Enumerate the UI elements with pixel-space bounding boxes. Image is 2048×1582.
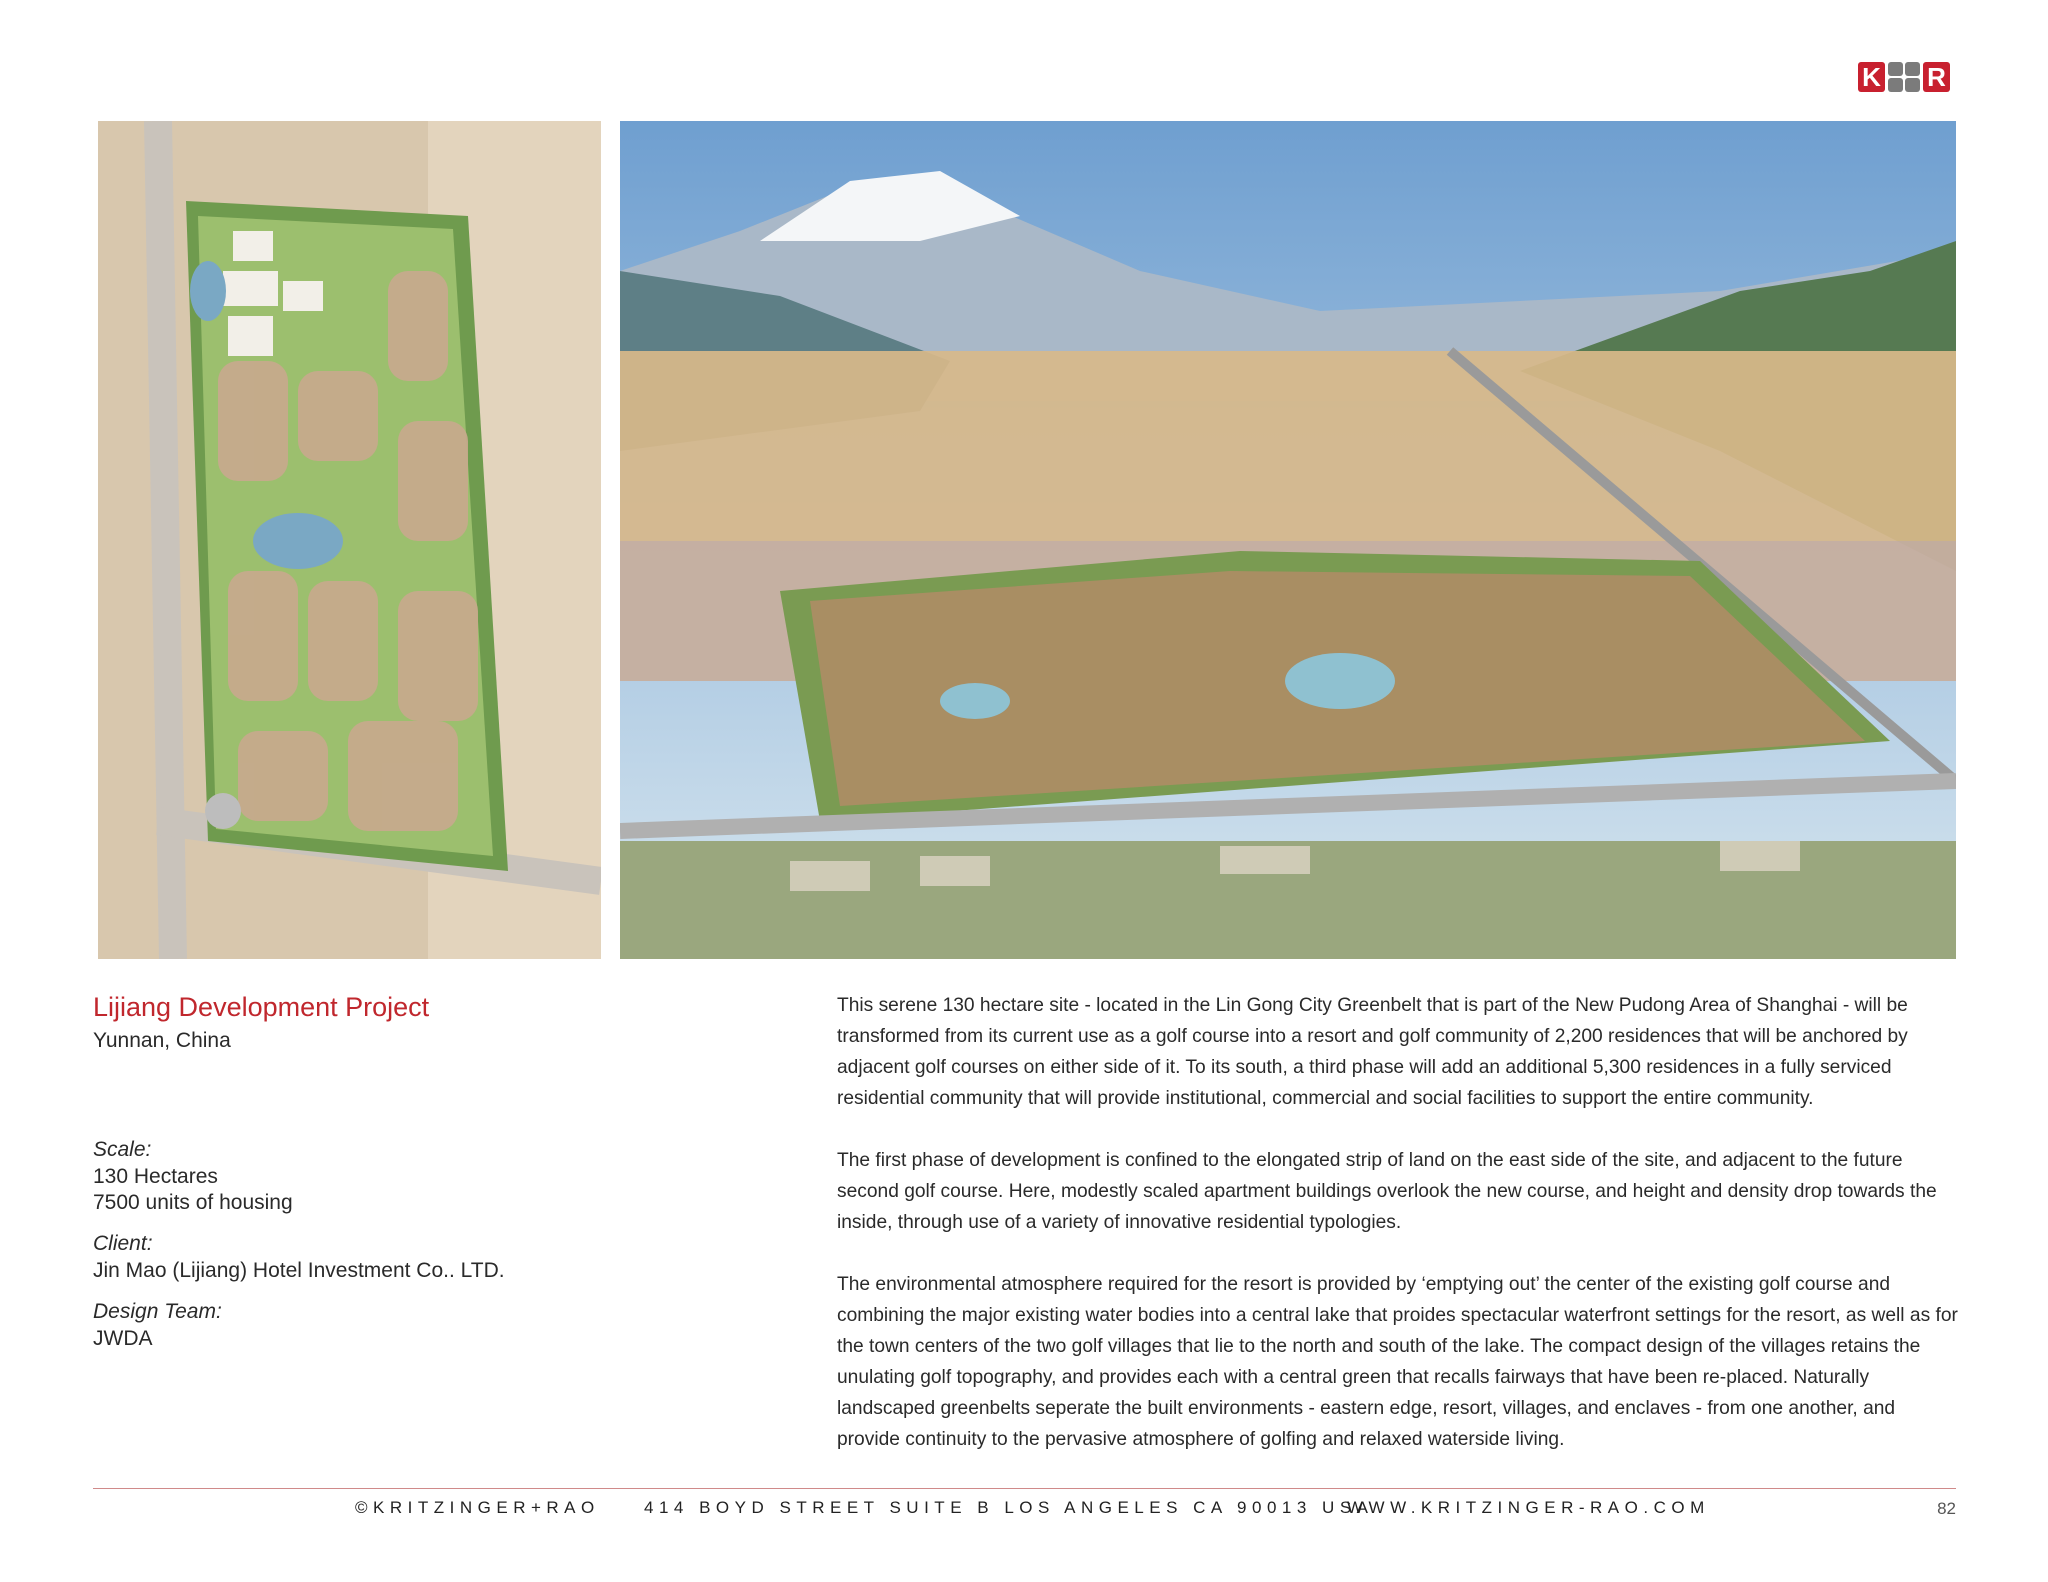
logo-letter-r: R <box>1923 62 1950 92</box>
footer-website: WWW.KRITZINGER-RAO.COM <box>1347 1498 1710 1517</box>
page-number: 82 <box>1937 1499 1956 1518</box>
footer-divider <box>93 1488 1956 1489</box>
design-team-value: JWDA <box>93 1327 153 1350</box>
project-title: Lijiang Development Project <box>93 992 430 1022</box>
footer-address: 414 BOYD STREET SUITE B LOS ANGELES CA 90013 USA <box>644 1498 1374 1517</box>
scale-value-area: 130 Hectares <box>93 1165 218 1188</box>
description-paragraph: The first phase of development is confined to the elongated strip of land on the east side of the site, and adjacent to the future second golf course. Here, modestly scaled apartment buildings overlook the new course, and height and density drop towards the inside, through use of a variety of innovative residential typologies. <box>837 1150 1937 1233</box>
description-paragraph: This serene 130 hectare site - located in the Lin Gong City Greenbelt that is part of the New Pudong Area of Shanghai - will be transformed from its current use as a golf course into a resort and golf community of 2,200 residences that will be anchored by adjacent golf courses on either side of it. To its south, a third phase will add an additional 5,300 residences in a fully serviced residential community that will provide institutional, commercial and social facilities to support the entire community. <box>837 995 1908 1109</box>
client-value: Jin Mao (Lijiang) Hotel Investment Co.. LTD. <box>93 1259 505 1282</box>
company-logo <box>1858 62 1956 94</box>
logo-grid-icon <box>1888 62 1920 92</box>
site-plan-image <box>98 121 601 959</box>
scale-label: Scale: <box>93 1138 152 1161</box>
project-description <box>837 990 1959 1486</box>
description-paragraph: The environmental atmosphere required for the resort is provided by ‘emptying out’ the center of the existing golf course and combining the major existing water bodies into a central lake that proides spectacular waterfront settings for the resort, as well as for the town centers of the two golf villages that lie to the north and south of the lake. The compact design of the villages retains the unulating golf topography, and provides each with a central green that recalls fairways that have been re-placed. Naturally landscaped greenbelts seperate the built environments - eastern edge, resort, villages, and enclaves - from one another, and provide continuity to the pervasive atmosphere of golfing and relaxed waterside living. <box>837 1274 1958 1450</box>
footer-copyright: ©KRITZINGER+RAO <box>355 1498 600 1517</box>
design-team-label: Design Team: <box>93 1300 222 1323</box>
aerial-view-image <box>620 121 1956 959</box>
scale-value-units: 7500 units of housing <box>93 1191 293 1214</box>
project-location: Yunnan, China <box>93 1029 231 1052</box>
logo-letter-k: K <box>1858 62 1885 92</box>
project-info <box>93 988 793 1352</box>
client-label: Client: <box>93 1232 153 1255</box>
